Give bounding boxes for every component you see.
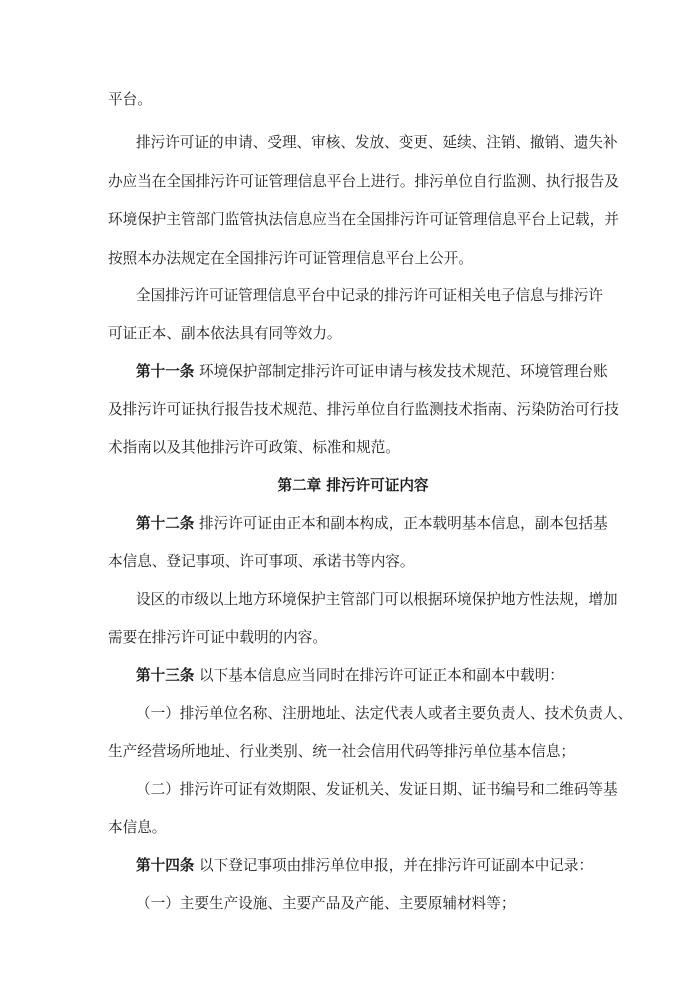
text-line: 本信息。 xyxy=(108,819,167,836)
text-line: （一）排污单位名称、注册地址、法定代表人或者主要负责人、技术负责人、 xyxy=(136,705,633,722)
text-line: 平台。 xyxy=(108,91,152,108)
text-line: 设区的市级以上地方环境保护主管部门可以根据环境保护地方性法规，增加 xyxy=(136,591,618,608)
text-line: 办应当在全国排污许可证管理信息平台上进行。排污单位自行监测、执行报告及 xyxy=(108,173,619,190)
article-text: 环境保护部制定排污许可证申请与核发技术规范、环境管理台账 xyxy=(194,363,608,380)
text-line: 排污许可证的申请、受理、审核、发放、变更、延续、注销、撤销、遗失补 xyxy=(136,134,618,151)
article-number: 第十三条 xyxy=(136,667,195,684)
article-13-line xyxy=(136,666,598,686)
article-number: 第十二条 xyxy=(136,515,195,532)
article-14-line xyxy=(136,856,598,876)
text-line: 需要在排污许可证中载明的内容。 xyxy=(108,629,327,646)
article-text: 以下登记事项由排污单位申报，并在排污许可证副本中记录： xyxy=(194,857,594,874)
article-text: 以下基本信息应当同时在排污许可证正本和副本中载明： xyxy=(194,667,564,684)
chapter-heading: 第二章 排污许可证内容 xyxy=(277,477,429,494)
article-text: 排污许可证由正本和副本构成，正本载明基本信息，副本包括基 xyxy=(194,515,608,532)
text-line: 术指南以及其他排污许可政策、标准和规范。 xyxy=(108,439,400,456)
text-line: （二）排污许可证有效期限、发证机关、发证日期、证书编号和二维码等基 xyxy=(136,781,618,798)
text-line: 及排污许可证执行报告技术规范、排污单位自行监测技术指南、污染防治可行技 xyxy=(108,401,619,418)
article-12-line xyxy=(136,514,608,534)
text-line: 可证正本、副本依法具有同等效力。 xyxy=(108,325,342,342)
article-11-line xyxy=(136,362,608,382)
article-number: 第十一条 xyxy=(136,363,195,380)
article-number: 第十四条 xyxy=(136,857,195,874)
text-line: 环境保护主管部门监管执法信息应当在全国排污许可证管理信息平台上记载，并 xyxy=(108,211,619,228)
text-line: 全国排污许可证管理信息平台中记录的排污许可证相关电子信息与排污许 xyxy=(136,287,604,304)
text-line: （一）主要生产设施、主要产品及产能、主要原辅材料等； xyxy=(136,895,516,912)
text-line: 本信息、登记事项、许可事项、承诺书等内容。 xyxy=(108,553,415,570)
text-line: 按照本办法规定在全国排污许可证管理信息平台上公开。 xyxy=(108,250,473,267)
text-line: 生产经营场所地址、行业类别、统一社会信用代码等排污单位基本信息； xyxy=(108,743,576,760)
